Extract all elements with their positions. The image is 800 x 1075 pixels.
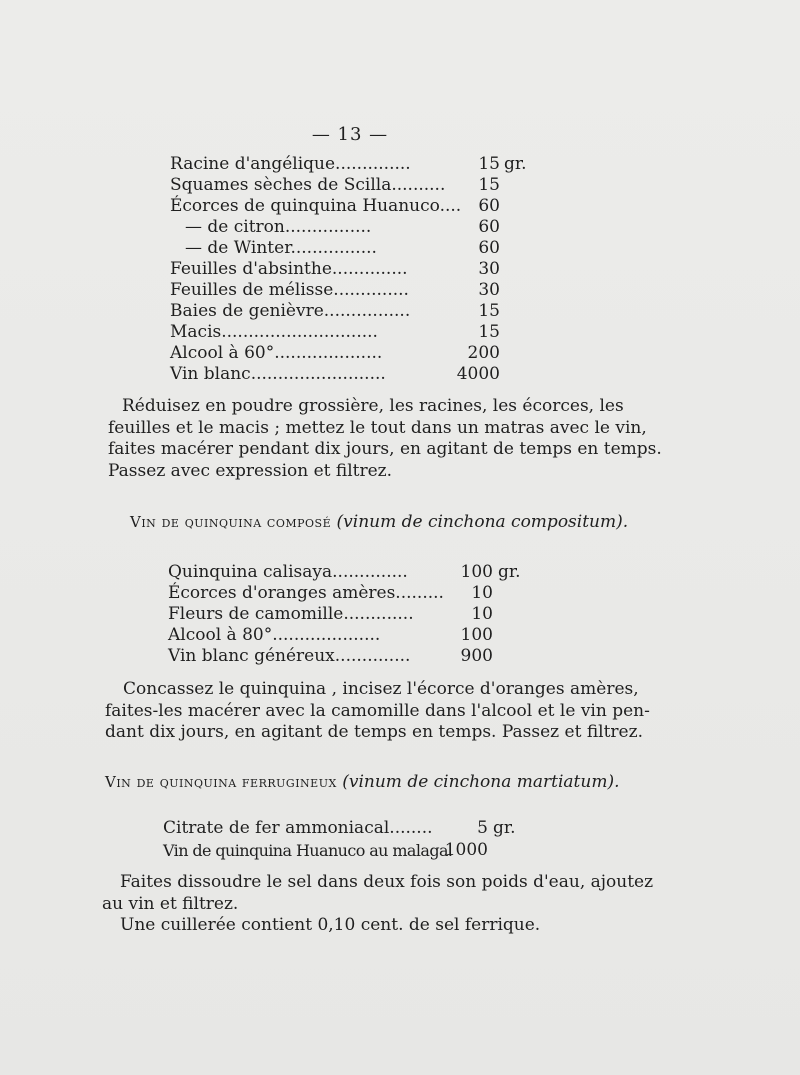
recipe1-row — [170, 280, 530, 301]
recipe1-row — [170, 259, 530, 280]
text-line: Concassez le quinquina , incisez l'écorce d'oranges amères, — [123, 679, 639, 699]
ingredient-qty: 10 — [471, 604, 493, 624]
ingredient-qty: 60 — [478, 238, 500, 258]
recipe1-row — [185, 217, 530, 238]
ingredient-qty: 30 — [478, 259, 500, 279]
recipe-title: Vin de quinquina ferrugineux — [105, 773, 337, 791]
ingredient-qty: 30 — [478, 280, 500, 300]
text-line: Réduisez en poudre grossière, les racines, les écorces, les — [122, 396, 624, 416]
ingredient-qty: 100 — [460, 625, 493, 645]
recipe3-row — [163, 818, 533, 839]
recipe1-row — [170, 301, 530, 322]
text-line: Une cuillerée contient 0,10 cent. de sel ferrique. — [120, 915, 541, 935]
ingredient-label: — de Winter................ — [185, 238, 377, 258]
recipe3-instructions — [102, 872, 654, 937]
ingredient-qty: 15 — [478, 322, 500, 342]
recipe-latin-name: (vinum de cinchona compositum). — [336, 512, 629, 532]
unit-label: gr. — [493, 818, 516, 838]
ingredient-label: Citrate de fer ammoniacal........ — [163, 818, 433, 838]
ingredient-label: Vin de quinquina Huanuco au malaga. — [163, 841, 453, 860]
text-line: feuilles et le macis ; mettez le tout dans un matras avec le vin, — [108, 417, 647, 438]
ingredient-label: Feuilles d'absinthe.............. — [170, 259, 408, 279]
recipe1-row — [170, 364, 530, 385]
recipe1-instructions — [108, 396, 662, 482]
recipe3-row — [163, 840, 533, 861]
text-line: Passez avec expression et filtrez. — [108, 460, 393, 481]
recipe3-heading — [105, 772, 619, 792]
recipe1-row — [170, 175, 530, 196]
recipe2-row — [168, 604, 538, 625]
recipe2-heading — [130, 512, 628, 532]
ingredient-qty: 900 — [460, 646, 493, 666]
recipe2-row — [168, 625, 538, 646]
ingredient-label: — de citron................ — [185, 217, 372, 237]
ingredient-label: Alcool à 80°.................... — [168, 625, 381, 645]
ingredient-qty: 15 — [478, 154, 500, 174]
ingredient-qty: 4000 — [456, 364, 500, 384]
ingredient-qty: 60 — [478, 196, 500, 216]
recipe1-row — [170, 196, 530, 217]
ingredient-qty: 60 — [478, 217, 500, 237]
ingredient-label: Squames sèches de Scilla.......... — [170, 175, 446, 195]
ingredient-qty: 1000 — [444, 840, 488, 860]
page-number: — 13 — — [311, 124, 389, 145]
ingredient-qty: 15 — [478, 301, 500, 321]
text-line: faites macérer pendant dix jours, en agitant de temps en temps. — [108, 439, 662, 459]
recipe-latin-name: (vinum de cinchona martiatum). — [342, 772, 620, 792]
recipe1-row — [170, 154, 530, 175]
recipe1-row — [185, 238, 530, 259]
ingredient-label: Vin blanc généreux.............. — [168, 646, 411, 666]
ingredient-label: Macis............................. — [170, 322, 378, 342]
ingredient-label: Fleurs de camomille............. — [168, 604, 414, 624]
recipe2-row — [168, 562, 538, 583]
ingredient-label: Baies de genièvre................ — [170, 301, 411, 321]
recipe2-instructions — [105, 679, 650, 744]
ingredient-label: Vin blanc......................... — [170, 364, 386, 384]
recipe1-row — [170, 343, 530, 364]
ingredient-qty: 10 — [471, 583, 493, 603]
recipe2-row — [168, 583, 538, 604]
ingredient-qty: 200 — [467, 343, 500, 363]
text-line: faites-les macérer avec la camomille dans l'alcool et le vin pen- — [105, 700, 650, 721]
ingredient-label: Alcool à 60°.................... — [170, 343, 383, 363]
ingredient-label: Quinquina calisaya.............. — [168, 562, 408, 582]
recipe1-row — [170, 322, 530, 343]
ingredient-qty: 5 — [477, 818, 488, 838]
ingredient-label: Écorces de quinquina Huanuco.... — [170, 196, 462, 216]
unit-label: gr. — [498, 562, 521, 582]
text-line: Faites dissoudre le sel dans deux fois son poids d'eau, ajoutez — [120, 872, 654, 892]
ingredient-qty: 15 — [478, 175, 500, 195]
text-line: dant dix jours, en agitant de temps en temps. Passez et filtrez. — [105, 722, 643, 742]
unit-label: gr. — [504, 154, 527, 174]
text-line: au vin et filtrez. — [102, 893, 239, 914]
ingredient-qty: 100 — [460, 562, 493, 582]
recipe-title: Vin de quinquina composé — [130, 513, 332, 531]
ingredient-label: Racine d'angélique.............. — [170, 154, 411, 174]
recipe2-row — [168, 646, 538, 667]
ingredient-label: Feuilles de mélisse.............. — [170, 280, 409, 300]
ingredient-label: Écorces d'oranges amères......... — [168, 583, 444, 603]
